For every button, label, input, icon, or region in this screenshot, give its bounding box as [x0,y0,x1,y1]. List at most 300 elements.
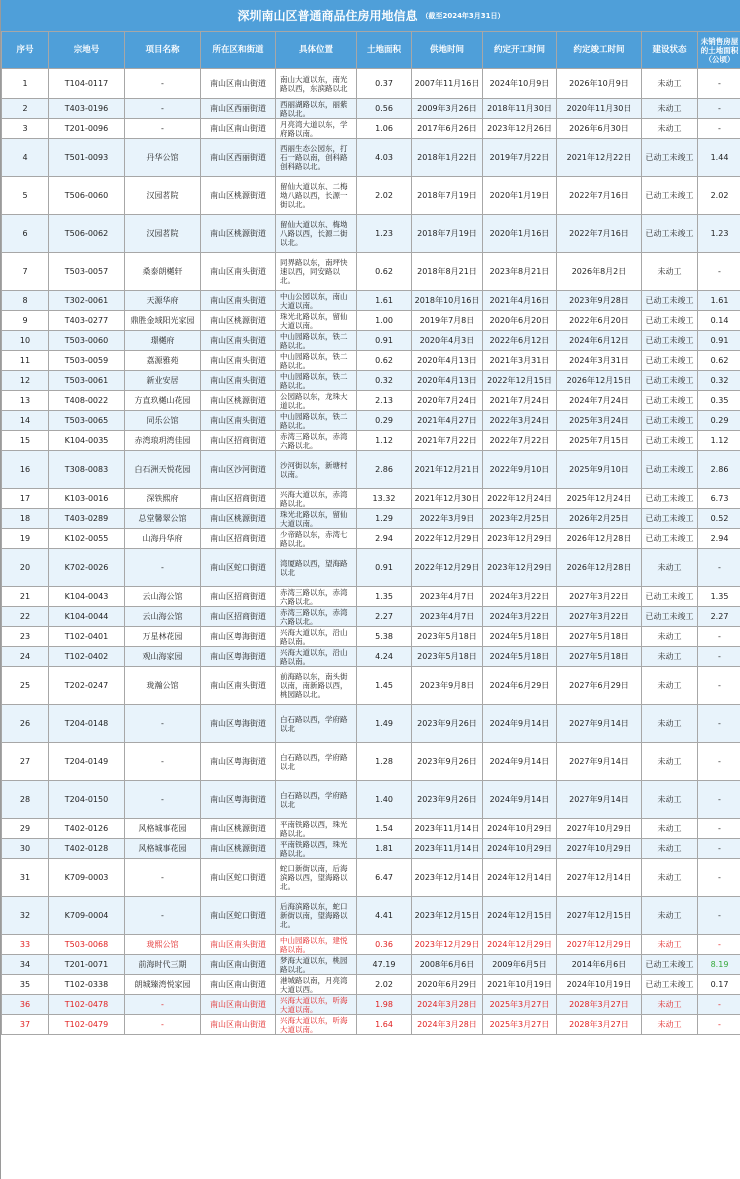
table-title-bar [1,0,740,31]
cell-location: 兴海大道以东，沿山路以南。 [276,627,357,647]
cell-project: 璟樾府 [125,331,201,351]
cell-project: 天源华府 [125,291,201,311]
cell-finish: 2022年6月20日 [557,311,642,331]
cell-status: 已动工未竣工 [642,291,698,311]
cell-lot: T503-0057 [49,253,125,291]
cell-supply: 2009年3月26日 [412,99,483,119]
cell-supply: 2008年6月6日 [412,955,483,975]
cell-project: 万星林花园 [125,627,201,647]
cell-location: 平南铁路以西，珠光路以北。 [276,819,357,839]
cell-supply: 2007年11月16日 [412,69,483,99]
cell-area: 6.47 [357,859,412,897]
cell-district: 南山区桃源街道 [201,177,276,215]
table-row [2,119,740,139]
cell-lot: K709-0004 [49,897,125,935]
cell-district: 南山区招商街道 [201,529,276,549]
cell-location: 中山园路以东，建悦路以南。 [276,935,357,955]
cell-status: 已动工未竣工 [642,509,698,529]
table-row [2,529,740,549]
cell-location: 中山公园以东，南山大道以南。 [276,291,357,311]
cell-no: 18 [2,509,49,529]
cell-district: 南山区南山街道 [201,69,276,99]
table-row [2,1015,740,1035]
cell-start: 2021年10月19日 [483,975,557,995]
cell-finish: 2026年6月30日 [557,119,642,139]
header-unsold: 未销售房屋的土地面积（公顷） [698,32,740,69]
cell-start: 2024年10月29日 [483,819,557,839]
cell-finish: 2028年3月27日 [557,1015,642,1035]
cell-project: - [125,99,201,119]
cell-lot: T204-0150 [49,781,125,819]
cell-lot: T202-0247 [49,667,125,705]
cell-no: 26 [2,705,49,743]
cell-location: 港城路以南，月亮湾大道以西。 [276,975,357,995]
cell-district: 南山区蛇口街道 [201,549,276,587]
table-row [2,587,740,607]
cell-start: 2024年12月14日 [483,859,557,897]
cell-project: 总堂馨翠公馆 [125,509,201,529]
cell-location: 前海路以东，南头街以南，南新路以西，桃园路以北。 [276,667,357,705]
cell-no: 30 [2,839,49,859]
cell-lot: T201-0071 [49,955,125,975]
cell-location: 同界路以东，南坪快速以西，同安路以北。 [276,253,357,291]
cell-start: 2025年3月27日 [483,995,557,1015]
cell-status: 未动工 [642,99,698,119]
cell-district: 南山区桃源街道 [201,819,276,839]
cell-status: 未动工 [642,935,698,955]
cell-lot: K104-0044 [49,607,125,627]
cell-unsold: 1.44 [698,139,740,177]
cell-project: - [125,781,201,819]
cell-location: 兴海大道以东，沿山路以南。 [276,647,357,667]
cell-status: 未动工 [642,549,698,587]
cell-project: - [125,743,201,781]
cell-area: 2.86 [357,451,412,489]
cell-supply: 2018年1月22日 [412,139,483,177]
cell-area: 1.81 [357,839,412,859]
cell-lot: T302-0061 [49,291,125,311]
cell-finish: 2027年3月22日 [557,587,642,607]
cell-lot: T503-0061 [49,371,125,391]
cell-supply: 2020年4月3日 [412,331,483,351]
cell-supply: 2020年4月13日 [412,351,483,371]
cell-finish: 2027年3月22日 [557,607,642,627]
cell-area: 1.35 [357,587,412,607]
cell-status: 未动工 [642,647,698,667]
cell-district: 南山区西丽街道 [201,139,276,177]
cell-project: 鼎胜金域阳光家园 [125,311,201,331]
table-subtitle: （截至2024年3月31日） [421,11,505,20]
cell-unsold: - [698,743,740,781]
cell-lot: T102-0478 [49,995,125,1015]
cell-start: 2021年3月31日 [483,351,557,371]
cell-status: 已动工未竣工 [642,529,698,549]
cell-finish: 2028年3月27日 [557,995,642,1015]
cell-district: 南山区招商街道 [201,489,276,509]
cell-project: 风格城事花园 [125,839,201,859]
cell-start: 2020年6月20日 [483,311,557,331]
cell-status: 未动工 [642,627,698,647]
cell-location: 湾厦路以西，望海路以北 [276,549,357,587]
cell-lot: T403-0277 [49,311,125,331]
cell-status: 已动工未竣工 [642,371,698,391]
cell-start: 2023年8月21日 [483,253,557,291]
cell-status: 未动工 [642,667,698,705]
cell-start: 2022年6月12日 [483,331,557,351]
cell-district: 南山区蛇口街道 [201,859,276,897]
cell-status: 未动工 [642,897,698,935]
header-district: 所在区和街道 [201,32,276,69]
cell-finish: 2027年6月29日 [557,667,642,705]
cell-district: 南山区南头街道 [201,667,276,705]
cell-area: 1.00 [357,311,412,331]
cell-district: 南山区南头街道 [201,253,276,291]
cell-start: 2023年12月26日 [483,119,557,139]
header-no: 序号 [2,32,49,69]
cell-no: 2 [2,99,49,119]
cell-status: 已动工未竣工 [642,311,698,331]
cell-no: 31 [2,859,49,897]
cell-unsold: - [698,995,740,1015]
cell-lot: T204-0148 [49,705,125,743]
table-row [2,819,740,839]
table-row [2,975,740,995]
table-row [2,607,740,627]
cell-supply: 2022年12月29日 [412,529,483,549]
cell-area: 1.49 [357,705,412,743]
cell-supply: 2020年6月29日 [412,975,483,995]
cell-supply: 2018年7月19日 [412,215,483,253]
table-row [2,647,740,667]
table-row [2,215,740,253]
cell-no: 24 [2,647,49,667]
cell-start: 2023年2月25日 [483,509,557,529]
cell-supply: 2022年3月9日 [412,509,483,529]
cell-project: 赤湾琅玥湾佳园 [125,431,201,451]
cell-lot: T308-0083 [49,451,125,489]
cell-area: 47.19 [357,955,412,975]
cell-district: 南山区招商街道 [201,587,276,607]
header-finish: 约定竣工时间 [557,32,642,69]
cell-finish: 2027年12月15日 [557,897,642,935]
table-row [2,253,740,291]
cell-no: 16 [2,451,49,489]
cell-finish: 2026年8月2日 [557,253,642,291]
cell-start: 2024年10月29日 [483,839,557,859]
cell-location: 平南铁路以西，珠光路以北。 [276,839,357,859]
cell-area: 1.98 [357,995,412,1015]
cell-finish: 2024年3月31日 [557,351,642,371]
cell-location: 白石路以西，学府路以北 [276,781,357,819]
cell-project: 风格城事花园 [125,819,201,839]
cell-status: 已动工未竣工 [642,607,698,627]
cell-start: 2009年6月5日 [483,955,557,975]
cell-location: 赤湾三路以东，赤湾六路以北。 [276,607,357,627]
header-location: 具体位置 [276,32,357,69]
cell-project: - [125,897,201,935]
cell-supply: 2023年9月26日 [412,705,483,743]
cell-location: 中山园路以东，铁二路以北。 [276,351,357,371]
table-row [2,291,740,311]
cell-project: 珑熙公馆 [125,935,201,955]
cell-status: 已动工未竣工 [642,331,698,351]
cell-district: 南山区粤海街道 [201,647,276,667]
cell-supply: 2023年12月29日 [412,935,483,955]
cell-start: 2024年5月18日 [483,627,557,647]
cell-unsold: 6.73 [698,489,740,509]
cell-area: 0.36 [357,935,412,955]
cell-area: 1.23 [357,215,412,253]
table-row [2,859,740,897]
cell-status: 已动工未竣工 [642,139,698,177]
cell-start: 2020年1月19日 [483,177,557,215]
header-row [2,32,740,69]
cell-unsold: - [698,839,740,859]
cell-unsold: 2.86 [698,451,740,489]
cell-area: 4.41 [357,897,412,935]
cell-supply: 2021年12月30日 [412,489,483,509]
cell-finish: 2025年12月24日 [557,489,642,509]
cell-start: 2024年9月14日 [483,781,557,819]
cell-location: 西丽生态公园东，打石一路以南，创科路创科路以北。 [276,139,357,177]
cell-area: 13.32 [357,489,412,509]
cell-location: 后海滨路以东，蛇口新街以南，望海路以北。 [276,897,357,935]
cell-lot: K702-0026 [49,549,125,587]
cell-supply: 2024年3月28日 [412,1015,483,1035]
cell-status: 未动工 [642,995,698,1015]
cell-unsold: 0.91 [698,331,740,351]
cell-unsold: - [698,253,740,291]
cell-no: 10 [2,331,49,351]
cell-district: 南山区南头街道 [201,935,276,955]
cell-no: 23 [2,627,49,647]
cell-unsold: 0.14 [698,311,740,331]
cell-status: 已动工未竣工 [642,391,698,411]
cell-area: 5.38 [357,627,412,647]
table-row [2,331,740,351]
cell-unsold: - [698,119,740,139]
cell-status: 未动工 [642,1015,698,1035]
cell-area: 0.32 [357,371,412,391]
cell-location: 中山园路以东，铁二路以北。 [276,411,357,431]
table-row [2,451,740,489]
table-row [2,431,740,451]
cell-finish: 2026年12月15日 [557,371,642,391]
cell-status: 已动工未竣工 [642,351,698,371]
cell-project: 汉园茗院 [125,215,201,253]
cell-start: 2022年7月22日 [483,431,557,451]
cell-no: 15 [2,431,49,451]
cell-unsold: 0.29 [698,411,740,431]
header-supply: 供地时间 [412,32,483,69]
cell-unsold: - [698,859,740,897]
cell-district: 南山区招商街道 [201,431,276,451]
table-row [2,411,740,431]
table-row [2,99,740,119]
cell-no: 5 [2,177,49,215]
cell-area: 1.45 [357,667,412,705]
cell-location: 白石路以西，学府路以北 [276,743,357,781]
cell-supply: 2017年6月26日 [412,119,483,139]
cell-supply: 2021年12月21日 [412,451,483,489]
cell-area: 0.37 [357,69,412,99]
cell-status: 已动工未竣工 [642,975,698,995]
cell-no: 22 [2,607,49,627]
cell-finish: 2023年9月28日 [557,291,642,311]
cell-location: 珠光北路以东，留仙大道以南。 [276,509,357,529]
cell-start: 2024年5月18日 [483,647,557,667]
cell-project: 荔源雅苑 [125,351,201,371]
cell-supply: 2018年7月19日 [412,177,483,215]
cell-lot: T204-0149 [49,743,125,781]
cell-no: 13 [2,391,49,411]
cell-supply: 2022年12月29日 [412,549,483,587]
cell-location: 梦海大道以东，桃园路以北。 [276,955,357,975]
cell-project: 丹华公馆 [125,139,201,177]
cell-unsold: 2.02 [698,177,740,215]
cell-no: 27 [2,743,49,781]
cell-finish: 2014年6月6日 [557,955,642,975]
table-row [2,351,740,371]
cell-location: 南山大道以东，南光路以西，东滨路以北 [276,69,357,99]
cell-supply: 2023年11月14日 [412,839,483,859]
cell-project: 山海丹华府 [125,529,201,549]
cell-district: 南山区南山街道 [201,955,276,975]
cell-start: 2023年12月29日 [483,549,557,587]
cell-start: 2025年3月27日 [483,1015,557,1035]
cell-no: 35 [2,975,49,995]
cell-location: 公园路以东，龙珠大道以北。 [276,391,357,411]
cell-status: 未动工 [642,253,698,291]
cell-no: 12 [2,371,49,391]
cell-area: 0.62 [357,253,412,291]
cell-status: 未动工 [642,839,698,859]
cell-finish: 2020年11月30日 [557,99,642,119]
cell-start: 2022年12月15日 [483,371,557,391]
cell-finish: 2027年9月14日 [557,743,642,781]
cell-no: 1 [2,69,49,99]
cell-supply: 2021年7月22日 [412,431,483,451]
cell-status: 已动工未竣工 [642,451,698,489]
cell-district: 南山区桃源街道 [201,311,276,331]
cell-lot: K102-0055 [49,529,125,549]
cell-area: 1.06 [357,119,412,139]
table-row [2,489,740,509]
cell-unsold: - [698,935,740,955]
table-row [2,311,740,331]
cell-location: 兴海大道以东，听海大道以南。 [276,1015,357,1035]
cell-supply: 2023年11月14日 [412,819,483,839]
cell-supply: 2021年4月27日 [412,411,483,431]
cell-unsold: 1.35 [698,587,740,607]
cell-area: 1.40 [357,781,412,819]
cell-finish: 2024年6月12日 [557,331,642,351]
cell-location: 蛇口新街以南，后海滨路以西，望海路以北。 [276,859,357,897]
cell-area: 4.03 [357,139,412,177]
cell-district: 南山区南山街道 [201,995,276,1015]
cell-supply: 2018年10月16日 [412,291,483,311]
cell-status: 未动工 [642,859,698,897]
cell-lot: K103-0016 [49,489,125,509]
cell-start: 2024年6月29日 [483,667,557,705]
cell-start: 2022年3月24日 [483,411,557,431]
cell-unsold: 0.52 [698,509,740,529]
cell-lot: T408-0022 [49,391,125,411]
cell-project: - [125,119,201,139]
cell-project: 桑泰朗樾轩 [125,253,201,291]
cell-status: 已动工未竣工 [642,215,698,253]
cell-status: 未动工 [642,705,698,743]
cell-supply: 2023年5月18日 [412,627,483,647]
cell-status: 已动工未竣工 [642,411,698,431]
cell-lot: T102-0479 [49,1015,125,1035]
header-start: 约定开工时间 [483,32,557,69]
cell-district: 南山区粤海街道 [201,627,276,647]
cell-unsold: - [698,549,740,587]
cell-location: 赤湾三路以东，赤湾六路以北。 [276,431,357,451]
cell-no: 3 [2,119,49,139]
cell-location: 少帝路以东，赤湾七路以北。 [276,529,357,549]
cell-area: 0.91 [357,549,412,587]
header-status: 建设状态 [642,32,698,69]
cell-lot: T402-0128 [49,839,125,859]
table-row [2,549,740,587]
cell-status: 已动工未竣工 [642,489,698,509]
cell-lot: T503-0059 [49,351,125,371]
cell-unsold: - [698,1015,740,1035]
cell-unsold: 0.62 [698,351,740,371]
cell-district: 南山区蛇口街道 [201,897,276,935]
cell-project: 深铁熙府 [125,489,201,509]
cell-unsold: 1.61 [698,291,740,311]
cell-supply: 2023年9月26日 [412,781,483,819]
cell-supply: 2019年7月8日 [412,311,483,331]
cell-unsold: 1.23 [698,215,740,253]
cell-unsold: - [698,819,740,839]
cell-lot: T503-0060 [49,331,125,351]
cell-supply: 2023年4月7日 [412,607,483,627]
cell-unsold: 2.27 [698,607,740,627]
cell-unsold: 1.12 [698,431,740,451]
cell-no: 36 [2,995,49,1015]
cell-district: 南山区南山街道 [201,119,276,139]
cell-no: 33 [2,935,49,955]
cell-location: 中山园路以东，铁二路以北。 [276,331,357,351]
cell-location: 赤湾三路以东，赤湾六路以北。 [276,587,357,607]
cell-status: 未动工 [642,819,698,839]
table-row [2,509,740,529]
cell-lot: K709-0003 [49,859,125,897]
cell-finish: 2025年7月15日 [557,431,642,451]
cell-area: 2.27 [357,607,412,627]
cell-unsold: - [698,99,740,119]
cell-unsold: 0.17 [698,975,740,995]
header-project: 项目名称 [125,32,201,69]
cell-project: 同乐公馆 [125,411,201,431]
cell-unsold: - [698,705,740,743]
cell-area: 2.02 [357,975,412,995]
cell-finish: 2027年12月29日 [557,935,642,955]
cell-no: 14 [2,411,49,431]
table-row [2,391,740,411]
cell-location: 珠光北路以东，留仙大道以南。 [276,311,357,331]
cell-finish: 2027年12月14日 [557,859,642,897]
cell-lot: T403-0196 [49,99,125,119]
table-row [2,955,740,975]
cell-start: 2024年10月9日 [483,69,557,99]
cell-lot: T102-0402 [49,647,125,667]
cell-start: 2024年3月22日 [483,607,557,627]
